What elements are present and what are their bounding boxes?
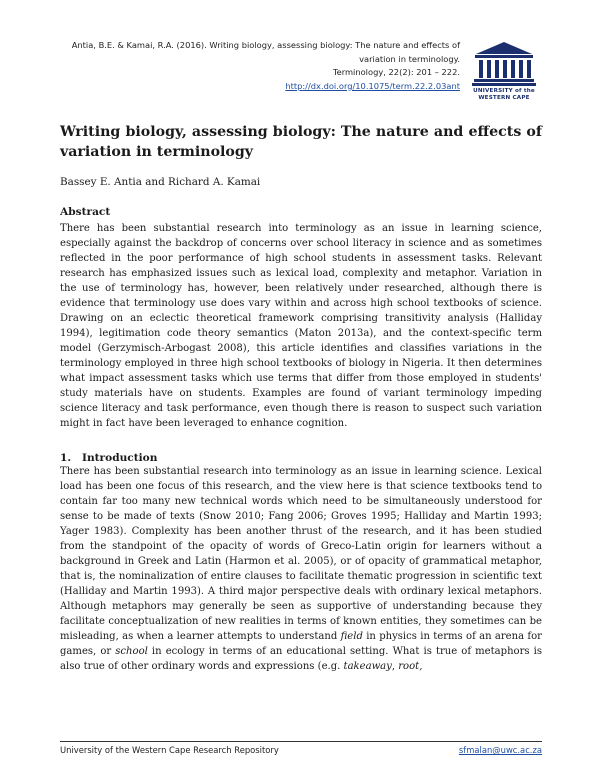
doi-link[interactable]: http://dx.doi.org/10.1075/term.22.2.03ant: [285, 80, 460, 91]
logo-text-line-1: UNIVERSITY of the: [473, 88, 535, 94]
abstract-heading: Abstract: [60, 206, 111, 218]
section-heading: [60, 452, 157, 464]
intro-emphasis-school: school: [115, 646, 148, 657]
footer-email-link[interactable]: sfmalan@uwc.ac.za: [458, 745, 542, 755]
logo-text-line-2: WESTERN CAPE: [478, 95, 530, 101]
article-authors: Bassey E. Antia and Richard A. Kamai: [60, 176, 261, 188]
abstract-text: There has been substantial research into terminology as an issue in learning science, especially against the backdrop of concerns over school literacy in science and as sometimes reflected in the poor performance of high school students in assessment tasks. Relevant research has emphasized issues such as lexical load, complexity and metaphor. Variation in the use of terminology has, however, been relatively under researched, although there is evidence that terminology use does vary within and across high school textbooks of science. Drawing on an eclectic theoretical framework comprising transitivity analysis (Halliday 1994), legitimation code theory semantics (Maton 2013a), and the context-specific term model (Gerzymisch-Arbogast 2008), this article identifies and classifies variations in the terminology employed in three high school textbooks of biology in Nigeria. It then determines what impact assessment tasks which use terms that differ from those employed in students' study materials have on students. Examples are found of variant terminology impeding science literacy and task performance, even though there is reason to suspect such variation might in fact have been leveraged to enhance cognition.: [60, 223, 542, 429]
article-title: Writing biology, assessing biology: The nature and effects of variation in terminology: [60, 124, 542, 160]
building-emblem-icon: [472, 40, 536, 86]
section-title: Introduction: [82, 452, 158, 464]
intro-emphasis-field: field: [340, 631, 363, 642]
intro-text-1: There has been substantial research into terminology as an issue in learning science. Lexical load has been one focus of this research, and the view here is that science textbooks tend to contain far too many new technical words which need to be simultaneously understood for sense to be made of texts (Snow 2010; Fang 2006; Groves 1995; Halliday and Martin 1993; Yager 1983). Complexity has been another thrust of the research, and it has been studied from the standpoint of the opacity of words of Greco-Latin origin for learners without a background in Greek and Latin (Harmon et al. 2005), or of opacity of grammatical metaphor, that is, the nominalization of entire clauses to facilitate thematic progression in scientific text (Halliday and Martin 1993). A third major perspective deals with ordinary lexical metaphors. Although metaphors may generally be seen as supportive of understanding because they facilitate conceptualization of new realities in terms of known entities, they sometimes can be misleading, as when a learner attempts to understand: [60, 466, 542, 642]
introduction-paragraph: [60, 464, 542, 674]
footer-divider: [60, 741, 542, 742]
citation-block: [60, 39, 460, 93]
intro-text-3: in ecology in terms of an educational setting. What is true of metaphors is also true of other ordinary words and expressions (e.g.: [60, 646, 542, 672]
university-logo: [472, 40, 536, 102]
footer-repository: University of the Western Cape Research Repository: [60, 745, 279, 755]
intro-text-2: in physics in terms of an arena for games, or: [60, 631, 542, 657]
citation-line-3: Terminology, 22(2): 201 – 222.: [332, 67, 460, 78]
section-number: 1.: [60, 452, 72, 464]
logo-text: [472, 88, 536, 102]
intro-emphasis-takeaway: takeaway: [343, 661, 392, 672]
citation-line-1: Antia, B.E. & Kamai, R.A. (2016). Writing biology, assessing biology: The nature and effects of: [71, 40, 460, 50]
intro-emphasis-root: root,: [398, 661, 423, 672]
citation-line-2: variation in terminology.: [359, 53, 460, 64]
intro-separator: ,: [391, 661, 399, 672]
